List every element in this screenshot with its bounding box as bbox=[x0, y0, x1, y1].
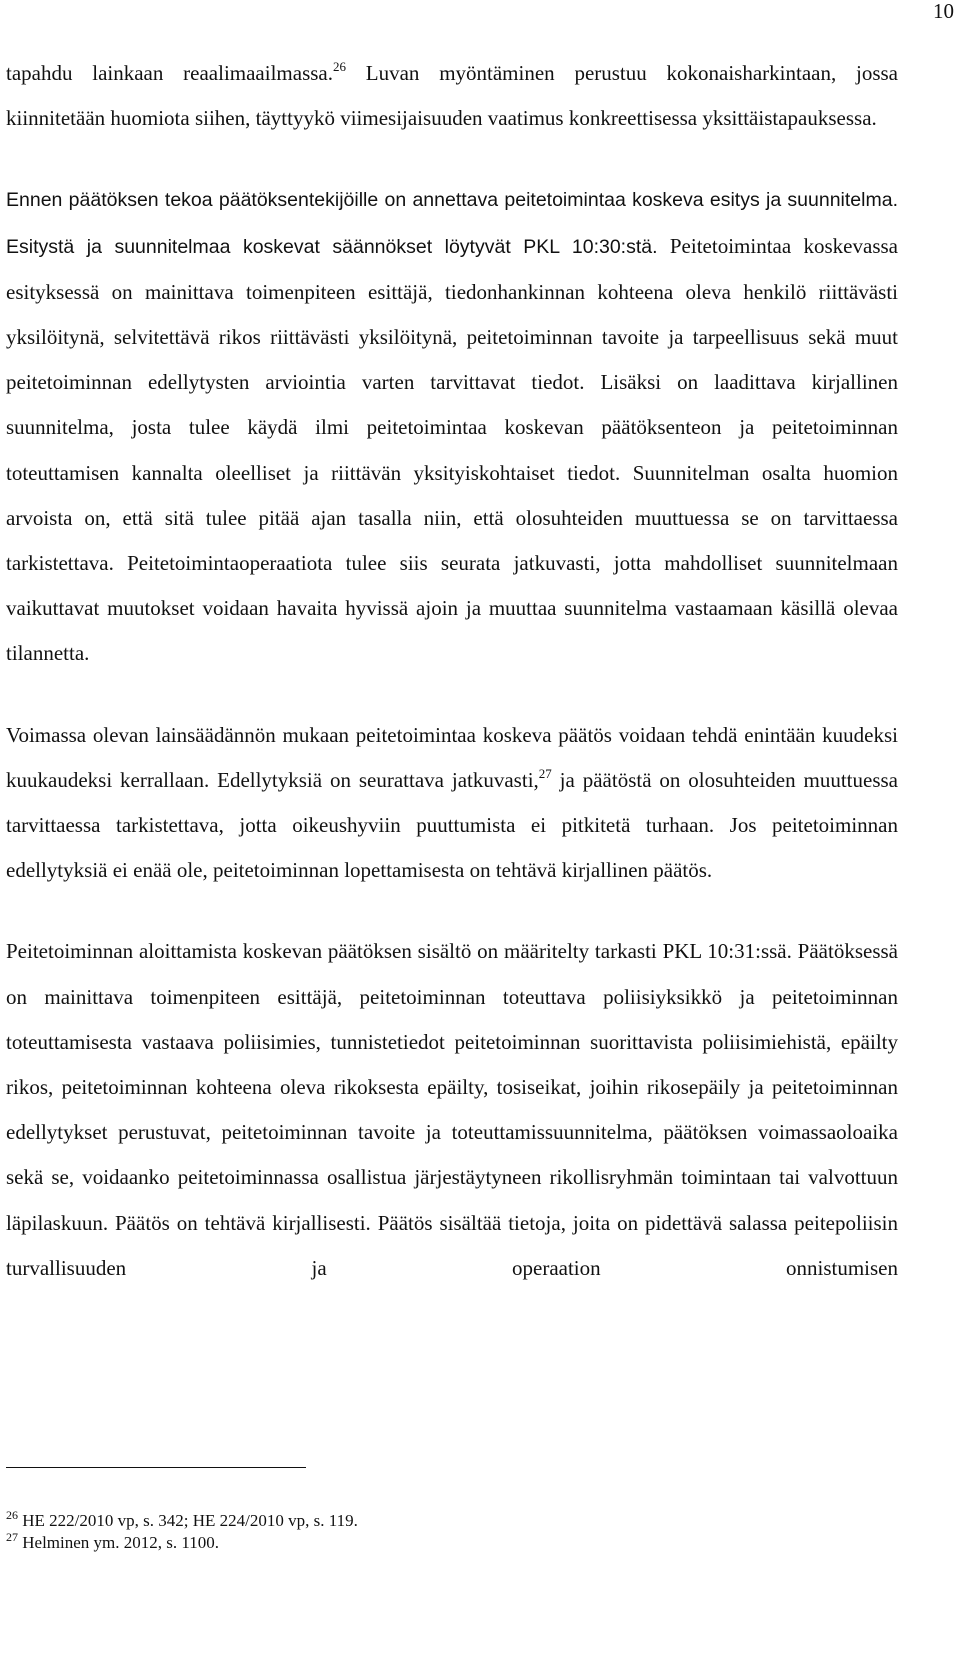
footnote-number: 27 bbox=[6, 1530, 18, 1544]
footnote-ref-26[interactable]: 26 bbox=[333, 59, 346, 74]
footnote-separator bbox=[6, 1467, 306, 1468]
footnote-27 bbox=[6, 1532, 898, 1554]
body-text bbox=[6, 51, 898, 1291]
footnote-26 bbox=[6, 1510, 898, 1532]
footnotes bbox=[6, 1510, 898, 1554]
paragraph-1-text-b: Luvan myöntäminen perustuu kokonaisharkintaan, jossa kiinnitetään huomiota siihen, täyttyykö viimesijaisuuden vaatimus konkreettisessa yksittäistapauksessa. bbox=[6, 61, 899, 131]
footnote-text: HE 222/2010 vp, s. 342; HE 224/2010 vp, s. 119. bbox=[18, 1511, 358, 1530]
paragraph-4-text: Peitetoiminnan aloittamista koskevan päätöksen sisältö on määritelty tarkasti PKL 10:31:ssä. Päätöksessä on mainittava toimenpiteen esittäjä, peitetoiminnan toteuttava poliisiyksikkö ja peitetoiminnan toteuttamisesta vastaava poliisimies, tunnistetiedot peitetoiminnan suorittavista poliisimiehistä, epäilty rikos, peitetoiminnan kohteena oleva rikoksesta epäilty, tosiseikat, joihin rikosepäily ja peitetoiminnan edellytykset perustuvat, peitetoiminnan tavoite ja toteuttamissuunnitelma, päätöksen voimassaoloaika sekä se, voidaanko peitetoiminnassa osallistua järjestäytyneen rikollisryhmän toimintaan tai valvottuun läpilaskuun. Päätös on tehtävä kirjallisesti. Päätös sisältää tietoja, joita on pidettävä salassa peitepoliisin turvallisuuden ja operaation onnistumisen bbox=[6, 939, 898, 1280]
paragraph-3 bbox=[6, 713, 898, 894]
paragraph-3-text-a: Voimassa olevan lainsäädännön mukaan peitetoimintaa koskeva päätös voidaan tehdä enintään kuudeksi kuukaudeksi kerrallaan. Edellytyksiä on seurattava jatkuvasti, bbox=[6, 722, 898, 792]
page-number: 10 bbox=[933, 0, 954, 23]
footnote-ref-27[interactable]: 27 bbox=[538, 765, 552, 781]
paragraph-2-text-a: Ennen päätöksen tekoa päätöksentekijöille on annettava peitetoimintaa koskeva esitys ja suunnitelma. Esitystä ja suunnitelmaa koskevat säännökset löytyvät PKL 10:30:stä. bbox=[6, 189, 898, 258]
paragraph-1 bbox=[6, 51, 898, 141]
footnote-number: 26 bbox=[6, 1508, 18, 1522]
footnote-text: Helminen ym. 2012, s. 1100. bbox=[18, 1533, 219, 1552]
paragraph-2 bbox=[6, 177, 898, 676]
paragraph-1-text-a: tapahdu lainkaan reaalimaailmassa. bbox=[6, 61, 333, 85]
paragraph-2-text-b: Peitetoimintaa koskevassa esityksessä on mainittava toimenpiteen esittäjä, tiedonhankinnan kohteena oleva henkilö riittävästi yksilöitynä, selvitettävä rikos riittävästi yksilöitynä, peitetoiminnan tavoite ja tarpeellisuus sekä muut peitetoiminnan edellytysten arviointia varten tarvittavat tiedot. Lisäksi on laadittava kirjallinen suunnitelma, josta tulee käydä ilmi peitetoimintaa koskevan päätöksenteon ja peitetoiminnan toteuttamisen kannalta oleelliset ja riittävän yksityiskohtaiset tiedot. Suunnitelman osalta huomion arvoista on, että sitä tulee pitää ajan tasalla niin, että olosuhteiden muuttuessa se on tarvittaessa tarkistettava. Peitetoimintaoperaatiota tulee siis seurata jatkuvasti, jotta mahdolliset suunnitelmaan vaikuttavat muutokset voidaan havaita hyvissä ajoin ja muuttaa suunnitelma vastaamaan käsillä olevaa tilannetta. bbox=[6, 233, 898, 666]
paragraph-4 bbox=[6, 929, 898, 1291]
paragraph-3-text-b: ja päätöstä on olosuhteiden muuttuessa tarvittaessa tarkistettava, jotta oikeushyviin puuttumista ei pitkitetä turhaan. Jos peitetoiminnan edellytyksiä ei enää ole, peitetoiminnan lopettamisesta on tehtävä kirjallinen päätös. bbox=[6, 767, 898, 883]
